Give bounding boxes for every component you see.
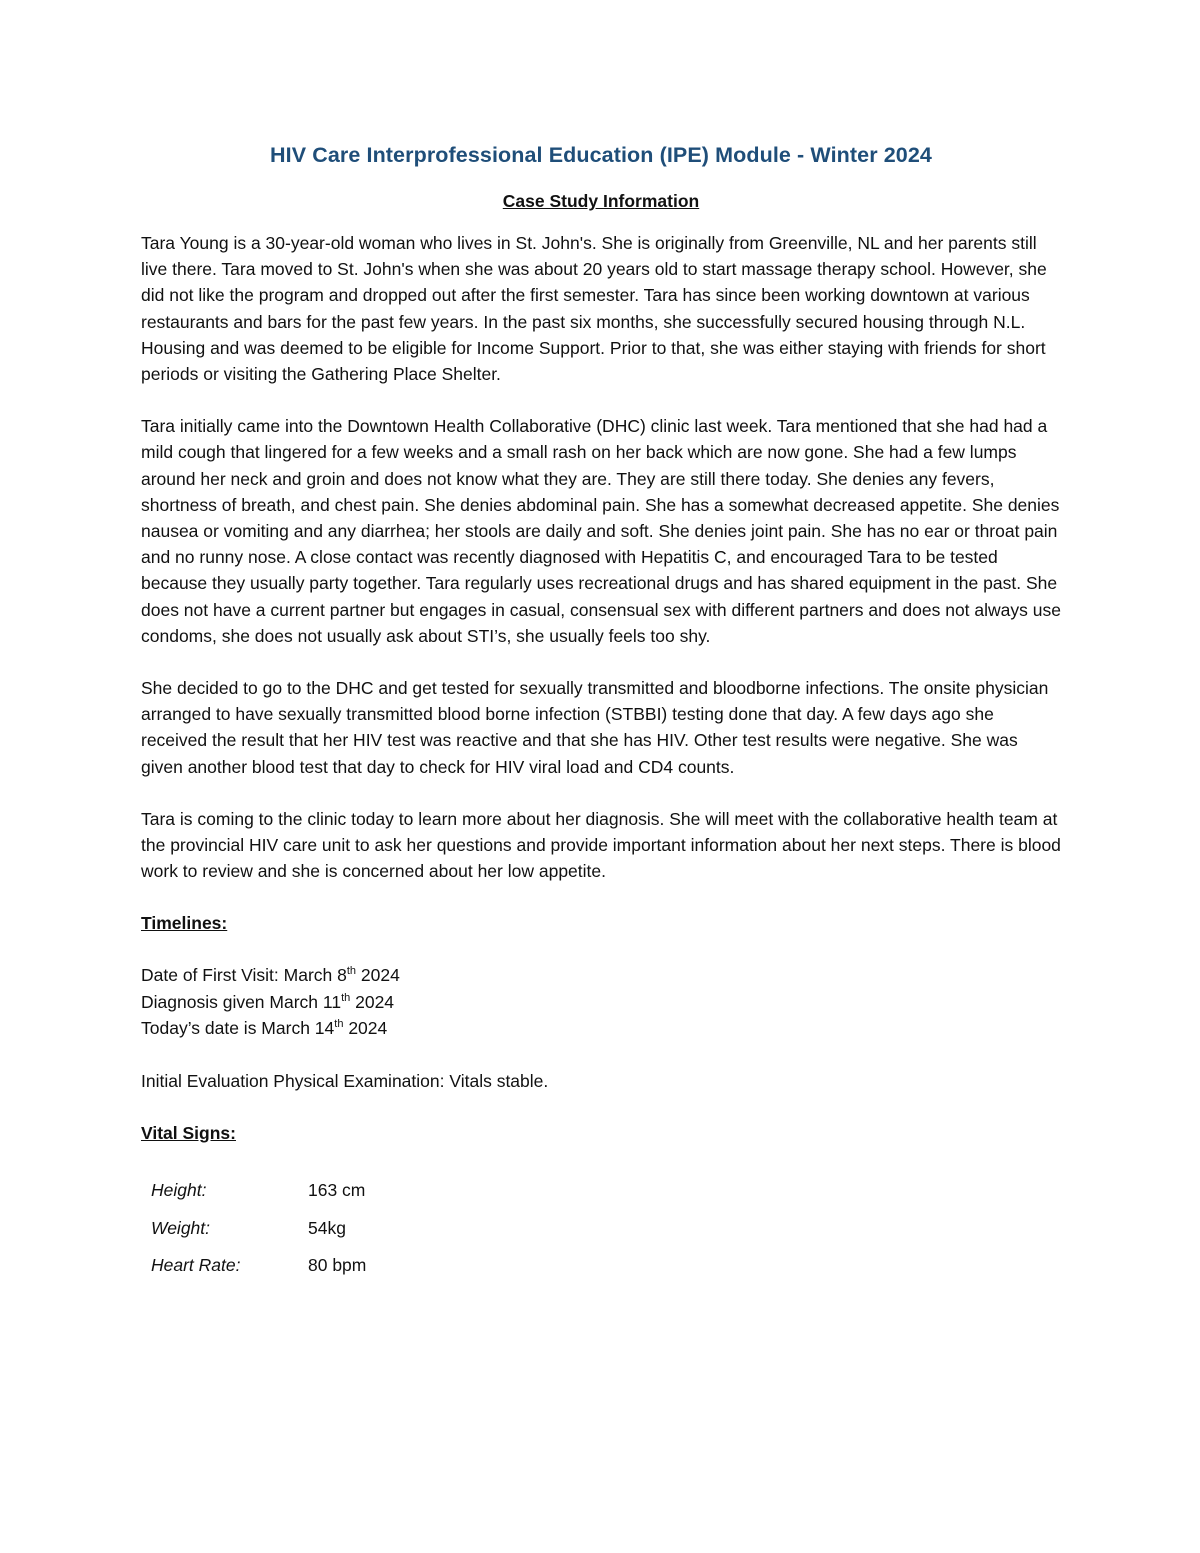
vital-label: Height:: [151, 1180, 207, 1201]
vital-signs-table: [151, 1172, 366, 1285]
timeline-year: 2024: [343, 1018, 388, 1039]
ordinal-suffix: th: [341, 992, 351, 1005]
ordinal-suffix: th: [346, 965, 357, 978]
vital-signs-heading: Vital Signs:: [141, 1122, 236, 1143]
vital-row-height: [151, 1172, 366, 1210]
vital-value: 163 cm: [308, 1180, 366, 1201]
timeline-text: Date of First Visit: March 8: [141, 965, 347, 986]
paragraph-background: Tara Young is a 30-year-old woman who lives in St. John's. She is originally from Greenville, NL and her parents still live there. Tara moved to St. John's when she was about 20 years old to start massage therapy school. However, she did not like the program and dropped out after the first semester. Tara has since been working downtown at various restaurants and bars for the past few years. In the past six months, she successfully secured housing through N.L. Housing and was deemed to be eligible for Income Support. Prior to that, she was either staying with friends for short periods or visiting the Gathering Place Shelter.: [141, 233, 1047, 385]
vital-label: Heart Rate:: [151, 1255, 241, 1276]
document-title: HIV Care Interprofessional Education (IPE) Module - Winter 2024: [270, 143, 932, 167]
timelines-heading: Timelines:: [141, 913, 228, 934]
ordinal-suffix: th: [334, 1018, 344, 1031]
timeline-item-diagnosis: [141, 989, 1061, 1016]
timeline-list: [141, 962, 1061, 1042]
paragraph-todays-visit: Tara is coming to the clinic today to learn more about her diagnosis. She will meet with the collaborative health team at the provincial HIV care unit to ask her questions and provide important information about her next steps. There is blood work to review and she is concerned about her low appetite.: [141, 808, 1061, 882]
document-page: [141, 143, 1061, 1284]
timeline-item-first-visit: [141, 962, 1061, 989]
timeline-text: Diagnosis given March 11: [141, 991, 342, 1012]
case-study-heading: Case Study Information: [502, 191, 700, 211]
paragraph-testing: She decided to go to the DHC and get tested for sexually transmitted and bloodborne infections. The onsite physician arranged to have sexually transmitted blood borne infection (STBBI) testing done that day. A few days ago she received the result that her HIV test was reactive and that she has HIV. Other test results were negative. She was given another blood test that day to check for HIV viral load and CD4 counts.: [141, 678, 1049, 777]
vital-row-weight: [151, 1209, 366, 1247]
vital-row-heart-rate: [151, 1247, 366, 1285]
timeline-item-today: [141, 1015, 1061, 1042]
timeline-year: 2024: [350, 991, 395, 1012]
physical-exam-line: Initial Evaluation Physical Examination: Vitals stable.: [141, 1070, 549, 1091]
timeline-text: Today’s date is March 14: [141, 1018, 335, 1039]
timeline-year: 2024: [356, 965, 400, 986]
vital-label: Weight:: [151, 1217, 211, 1238]
vital-value: 54kg: [308, 1217, 346, 1238]
paragraph-initial-visit: Tara initially came into the Downtown Health Collaborative (DHC) clinic last week. Tara mentioned that she had had a mild cough that lingered for a few weeks and a small rash on her back which are now gone. She had a few lumps around her neck and groin and does not know what they are. They are still there today. She denies any fevers, shortness of breath, and chest pain. She denies abdominal pain. She has a somewhat decreased appetite. She denies nausea or vomiting and any diarrhea; her stools are daily and soft. She denies joint pain. She has no ear or throat pain and no runny nose. A close contact was recently diagnosed with Hepatitis C, and encouraged Tara to be tested because they usually party together. Tara regularly uses recreational drugs and has shared equipment in the past. She does not have a current partner but engages in casual, consensual sex with different partners and does not always use condoms, she does not usually ask about STI’s, she usually feels too shy.: [141, 416, 1061, 646]
vital-value: 80 bpm: [308, 1255, 367, 1276]
